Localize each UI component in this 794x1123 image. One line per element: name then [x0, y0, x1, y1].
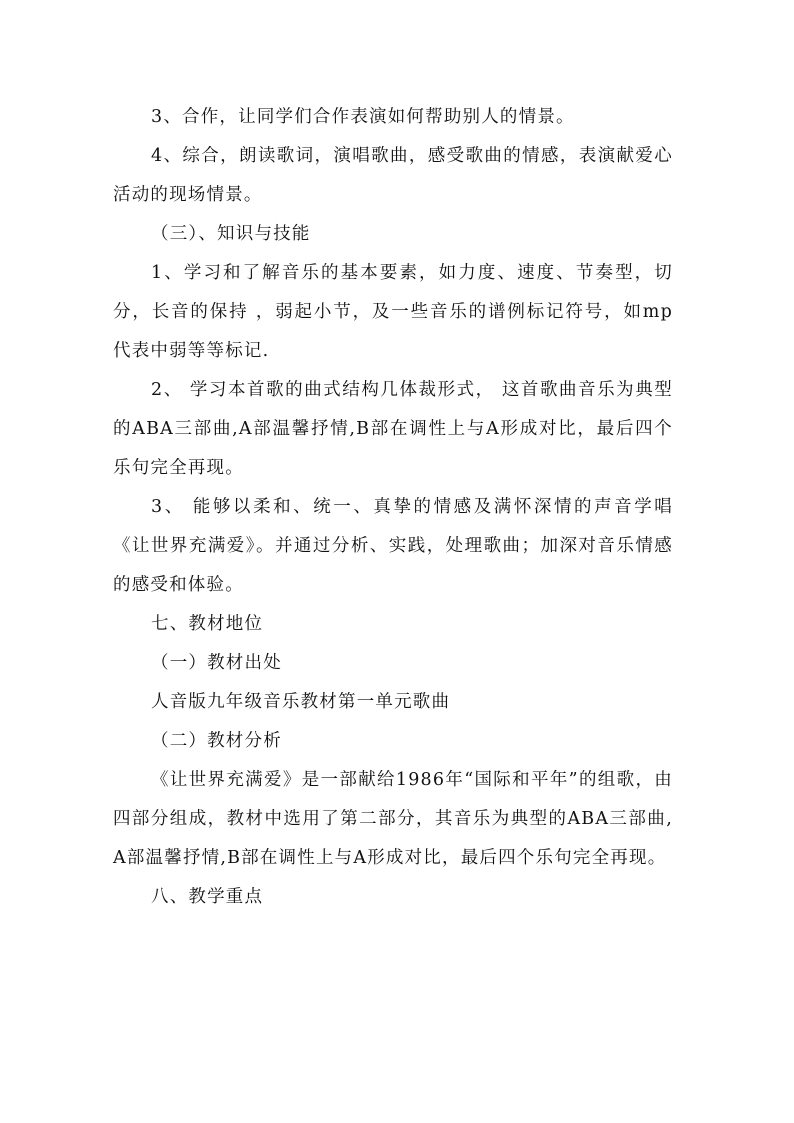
heading-teaching-focus: 八、教学重点	[151, 887, 264, 907]
heading-textbook-position: 七、教材地位	[151, 614, 264, 634]
paragraph-singing-emotion: 3、 能够以柔和、统一、真挚的情感及满怀深情的声音学唱《让世界充满爱》。并通过分析、实践，处理歌曲；加深对音乐情感的感受和体验。	[113, 497, 673, 595]
paragraph-textbook-source: 人音版九年级音乐教材第一单元歌曲	[151, 692, 451, 712]
paragraph-cooperation: 3、合作，让同学们合作表演如何帮助别人的情景。	[151, 107, 575, 127]
paragraph-textbook-analysis: 《让世界充满爱》是一部献给1986年“国际和平年”的组歌，由四部分组成，教材中选用了第二部分，其音乐为典型的ABA三部曲,A部温馨抒情,B部在调性上与A形成对比，最后四个乐句完全再现。	[113, 770, 673, 868]
document-body	[113, 98, 673, 917]
paragraph-song-structure: 2、 学习本首歌的曲式结构几体裁形式， 这首歌曲音乐为典型的ABA三部曲,A部温馨抒情,B部在调性上与A形成对比，最后四个乐句完全再现。	[113, 380, 673, 478]
heading-textbook-source: （一）教材出处	[151, 653, 282, 673]
paragraph-music-elements: 1、学习和了解音乐的基本要素，如力度、速度、节奏型，切分，长音的保持 ，弱起小节，及一些音乐的谱例标记符号，如mp代表中弱等等标记.	[113, 263, 673, 361]
heading-knowledge-skills: （三）、知识与技能	[151, 224, 311, 244]
paragraph-synthesis: 4、综合，朗读歌词，演唱歌曲，感受歌曲的情感，表演献爱心活动的现场情景。	[113, 146, 673, 205]
heading-textbook-analysis: （二）教材分析	[151, 731, 282, 751]
